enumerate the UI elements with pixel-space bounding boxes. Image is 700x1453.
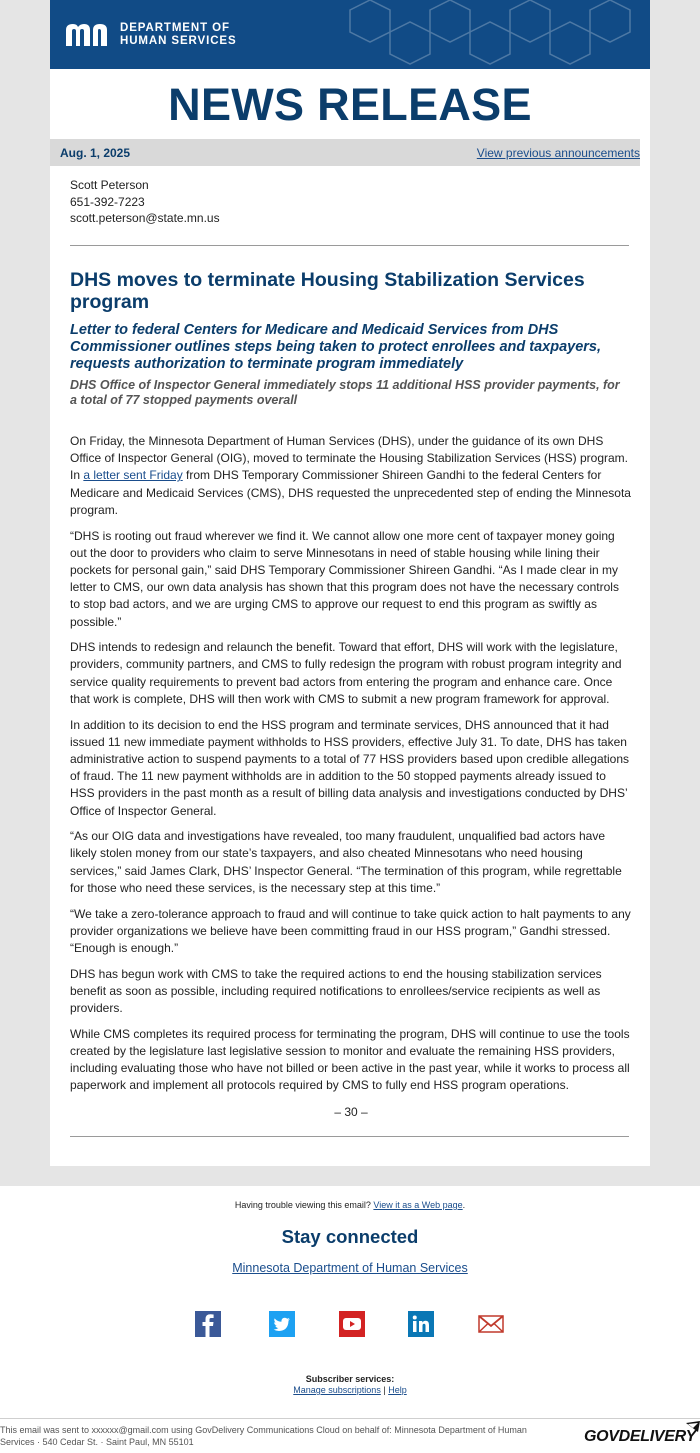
hexagon-pattern bbox=[330, 0, 650, 69]
twitter-icon[interactable] bbox=[269, 1311, 295, 1337]
release-date: Aug. 1, 2025 bbox=[60, 146, 131, 160]
divider-bottom bbox=[70, 1136, 629, 1137]
letter-sent-friday-link[interactable]: a letter sent Friday bbox=[83, 468, 183, 483]
divider bbox=[70, 245, 629, 246]
link-separator: | bbox=[383, 1385, 386, 1395]
logo-line2: HUMAN SERVICES bbox=[120, 35, 237, 47]
paragraph-7: DHS has begun work with CMS to take the required actions to end the housing stabilization services benefit as soon as possible, including required notifications to enrollees/service recipients as well as providers. bbox=[70, 966, 602, 1016]
trouble-viewing bbox=[0, 1200, 700, 1210]
manage-subscriptions-link[interactable]: Manage subscriptions bbox=[293, 1385, 381, 1395]
contact-phone: 651-392-7223 bbox=[70, 194, 145, 209]
email-card bbox=[50, 0, 650, 1166]
facebook-icon[interactable] bbox=[195, 1311, 221, 1337]
page-title: NEWS RELEASE bbox=[168, 79, 532, 130]
end-mark: – 30 – bbox=[334, 1104, 368, 1119]
contact-block bbox=[70, 177, 220, 227]
view-as-web-page-link[interactable]: View it as a Web page bbox=[373, 1200, 463, 1210]
linkedin-icon[interactable] bbox=[408, 1311, 434, 1337]
dhs-website-link[interactable]: Minnesota Department of Human Services bbox=[232, 1261, 468, 1275]
article-body bbox=[70, 433, 632, 1129]
view-previous-announcements-link[interactable]: View previous announcements bbox=[476, 146, 640, 160]
paragraph-5: “As our OIG data and investigations have revealed, too many fraudulent, unqualified bad actors have likely stolen money from our state’s taxpayers, and also cheated Minnesotans who need housing services,” said James Clark, DHS’ Inspector General. “The termination of this program, while regrettable for those who need these services, is the necessary step at this time.” bbox=[70, 829, 622, 895]
govdelivery-envelope-icon bbox=[686, 1421, 700, 1433]
logo-text bbox=[120, 22, 237, 48]
header-banner bbox=[50, 0, 650, 69]
paragraph-1-text-b: from DHS Temporary Commissioner Shireen Gandhi to the federal Centers for Medicare and Medicaid Services (CMS), DHS requested the unprecedented step of ending the Minnesota program. bbox=[70, 468, 631, 517]
youtube-icon[interactable] bbox=[339, 1311, 365, 1337]
paragraph-8: While CMS completes its required process for terminating the program, DHS will continue to use the tools created by the legislature last legislative session to monitor and evaluate the remaining HSS providers, including evaluating those who have not billed or been active in the past year, while it works to process all paperwork and implement all protocols required by CMS to fully end HSS program operations. bbox=[70, 1026, 630, 1093]
paragraph-2: “DHS is rooting out fraud wherever we find it. We cannot allow one more cent of taxpayer money going out the door to providers who claim to serve Minnesotans in need of stable housing while lining their pockets for personal gain,” said DHS Temporary Commissioner Shireen Gandhi. “As I made clear in my letter to CMS, our own data analysis has shown that this program does not have the necessary controls to stop bad actors, and we are urging CMS to approve our request to end this program as swiftly as possible.” bbox=[70, 528, 619, 629]
help-link[interactable]: Help bbox=[388, 1385, 407, 1395]
govdelivery-logo[interactable]: GOVDELIVERY bbox=[584, 1428, 696, 1445]
subscriber-services-label: Subscriber services: bbox=[305, 1374, 395, 1384]
article-headline: DHS moves to terminate Housing Stabilization Services program bbox=[70, 269, 585, 313]
trouble-end: . bbox=[462, 1200, 466, 1210]
mn-logo-icon bbox=[66, 22, 114, 46]
date-bar bbox=[50, 139, 640, 166]
contact-email: scott.peterson@state.mn.us bbox=[70, 211, 220, 225]
email-disclaimer: This email was sent to xxxxxx@gmail.com using GovDelivery Communications Cloud on behalf of: Minnesota Department of Human Services · 540 Cedar St. · Saint Paul, MN 55101 bbox=[0, 1425, 527, 1447]
paragraph-6: “We take a zero-tolerance approach to fraud and will continue to take quick action to halt payments to any provider organizations we believe have been committing fraud in our HSS program,” Gandhi stressed. “Enough is enough.” bbox=[70, 906, 631, 955]
paragraph-3: DHS intends to redesign and relaunch the benefit. Toward that effort, DHS will work with the legislature, providers, community partners, and CMS to fully redesign the program with robust program integrity and service quality requirements to prevent bad actors from entering the program and enhance care. Once that work is complete, DHS will then work with CMS to submit a new program framework for approval. bbox=[70, 640, 622, 706]
subscriber-links bbox=[0, 1385, 700, 1395]
paragraph-1 bbox=[70, 433, 632, 519]
article-subhead: Letter to federal Centers for Medicare and Medicaid Services from DHS Commissioner outlines steps being taken to protect enrollees and taxpayers, requests authorization to terminate program immediately bbox=[70, 322, 602, 372]
contact-name: Scott Peterson bbox=[70, 178, 149, 192]
stay-connected-heading: Stay connected bbox=[281, 1226, 419, 1247]
trouble-text: Having trouble viewing this email? bbox=[234, 1200, 374, 1210]
article-subhead-secondary: DHS Office of Inspector General immediately stops 11 additional HSS provider payments, for a total of 77 stopped payments overall bbox=[70, 378, 620, 407]
logo-line1: DEPARTMENT OF bbox=[120, 22, 230, 34]
paragraph-1-text-a: On Friday, the Minnesota Department of Human Services (DHS), under the guidance of its own DHS Office of Inspector General (OIG), moved to terminate the Housing Stabilization Services (HSS) program. In bbox=[70, 434, 629, 483]
footer-divider bbox=[0, 1418, 700, 1419]
paragraph-4: In addition to its decision to end the HSS program and terminate services, DHS announced that it had issued 11 new immediate payment withholds to HSS providers, effective July 31. To date, DHS has taken administrative action to suspend payments to a total of 77 HSS providers based upon credible allegations of fraud. The 11 new payment withholds are in addition to the 50 stopped payments already issued to HSS providers in the past month as a result of billing data analysis and investigations conducted by DHS’ Office of Inspector General. bbox=[70, 717, 629, 818]
footer bbox=[0, 1186, 700, 1453]
email-icon[interactable] bbox=[478, 1311, 504, 1337]
